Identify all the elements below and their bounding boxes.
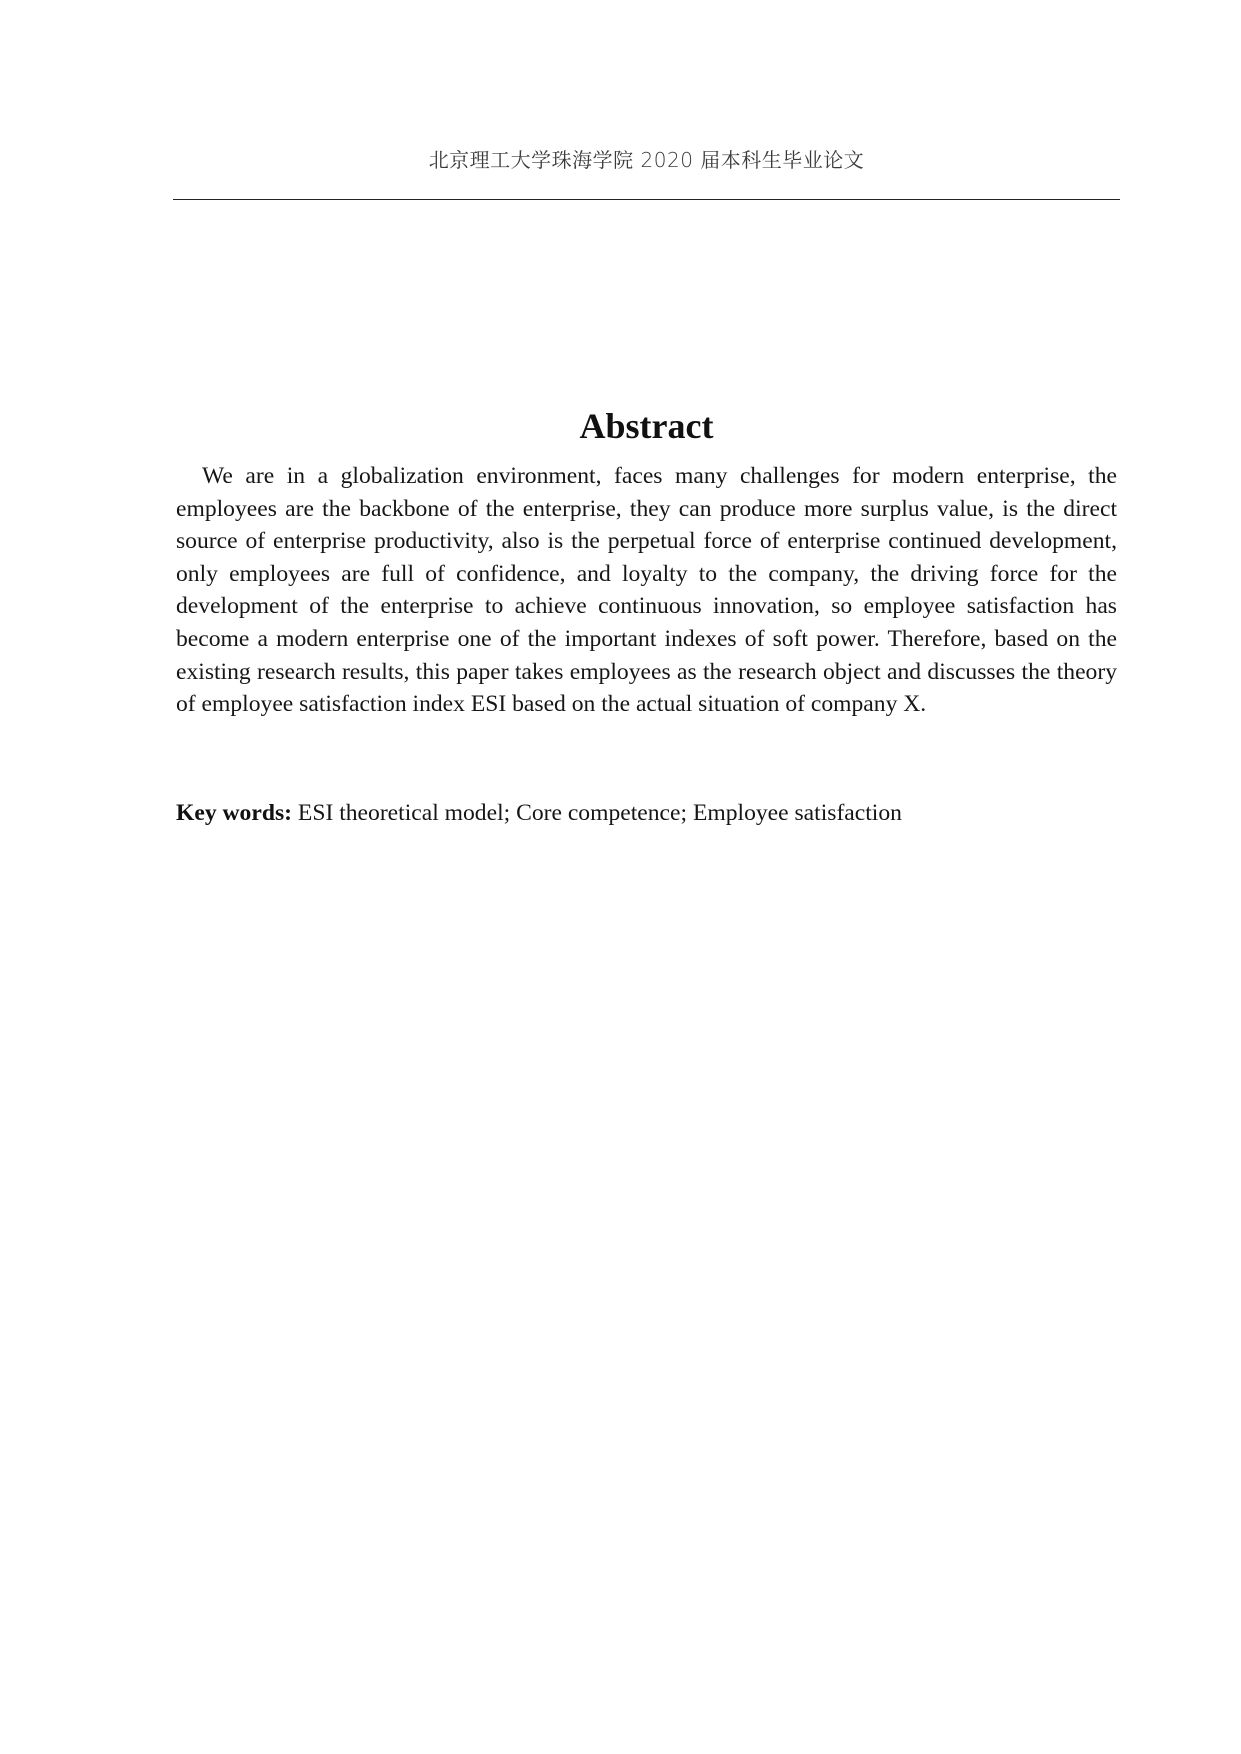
keywords-line <box>176 797 1117 829</box>
running-header: 北京理工大学珠海学院 2020 届本科生毕业论文 <box>428 148 865 172</box>
keywords-label: Key words: <box>176 800 292 826</box>
header-divider <box>173 199 1120 200</box>
abstract-body: We are in a globalization environment, faces many challenges for modern enterprise, the employees are the backbone of the enterprise, they can produce more surplus value, is the direct source of enterprise productivity, also is the perpetual force of enterprise continued development, only employees are full of confidence, and loyalty to the company, the driving force for the development of the enterprise to achieve continuous innovation, so employee satisfaction has become a modern enterprise one of the important indexes of soft power. Therefore, based on the existing research results, this paper takes employees as the research object and discusses the theory of employee satisfaction index ESI based on the actual situation of company X. <box>176 463 1117 718</box>
keywords-text: ESI theoretical model; Core competence; Employee satisfaction <box>297 800 902 826</box>
abstract-heading: Abstract <box>579 406 714 446</box>
